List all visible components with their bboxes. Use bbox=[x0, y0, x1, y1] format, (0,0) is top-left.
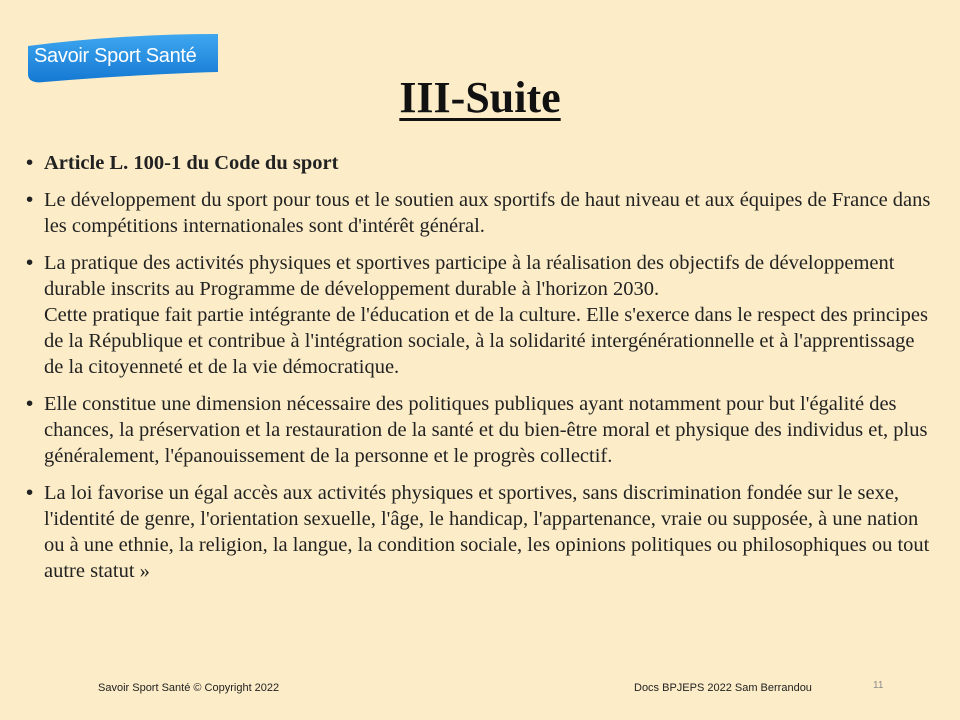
bullet-icon: • bbox=[26, 251, 34, 274]
bullet-text: Article L. 100-1 du Code du sport bbox=[44, 152, 339, 174]
bullet-icon: • bbox=[26, 151, 34, 174]
page-number: 11 bbox=[873, 680, 884, 691]
bullet-icon: • bbox=[26, 188, 34, 211]
footer-copyright: Savoir Sport Santé © Copyright 2022 bbox=[98, 682, 280, 694]
logo-text: Savoir Sport Santé bbox=[34, 45, 197, 67]
footer-docs: Docs BPJEPS 2022 Sam Berrandou bbox=[634, 682, 812, 694]
bullet-item bbox=[26, 150, 938, 176]
bullet-text: La loi favorise un égal accès aux activités physiques et sportives, sans discrimination fondée sur le sexe, l'identité de genre, l'orientation sexuelle, l'âge, le handicap, l'appartenance, vraie ou supposée, à une nation ou à une ethnie, la religion, la langue, la condition sociale, les opinions politiques ou philosophiques ou tout autre statut » bbox=[44, 482, 930, 582]
bullet-icon: • bbox=[26, 392, 34, 415]
bullet-text: Le développement du sport pour tous et le soutien aux sportifs de haut niveau et aux équipes de France dans les compétitions internationales sont d'intérêt général. bbox=[44, 189, 931, 237]
bullet-text: Elle constitue une dimension nécessaire des politiques publiques ayant notamment pour but l'égalité des chances, la préservation et la restauration de la santé et du bien-être moral et physique des individus et, plus généralement, l'épanouissement de la personne et le progrès collectif. bbox=[44, 393, 928, 467]
bullet-text: La pratique des activités physiques et sportives participe à la réalisation des objectifs de développement durable inscrits au Programme de développement durable à l'horizon 2030. bbox=[44, 252, 895, 300]
bullet-item bbox=[26, 391, 938, 469]
bullet-list bbox=[26, 150, 938, 595]
bullet-item bbox=[26, 250, 938, 380]
slide-title: III-Suite bbox=[399, 73, 561, 122]
bullet-icon: • bbox=[26, 481, 34, 504]
bullet-item bbox=[26, 480, 938, 584]
bullet-item bbox=[26, 187, 938, 239]
bullet-text-continued: Cette pratique fait partie intégrante de l'éducation et de la culture. Elle s'exerce dans le respect des principes de la République et contribue à l'intégration sociale, à la solidarité intergénérationnelle et à l'apprentissage de la citoyenneté et de la vie démocratique. bbox=[44, 304, 928, 378]
